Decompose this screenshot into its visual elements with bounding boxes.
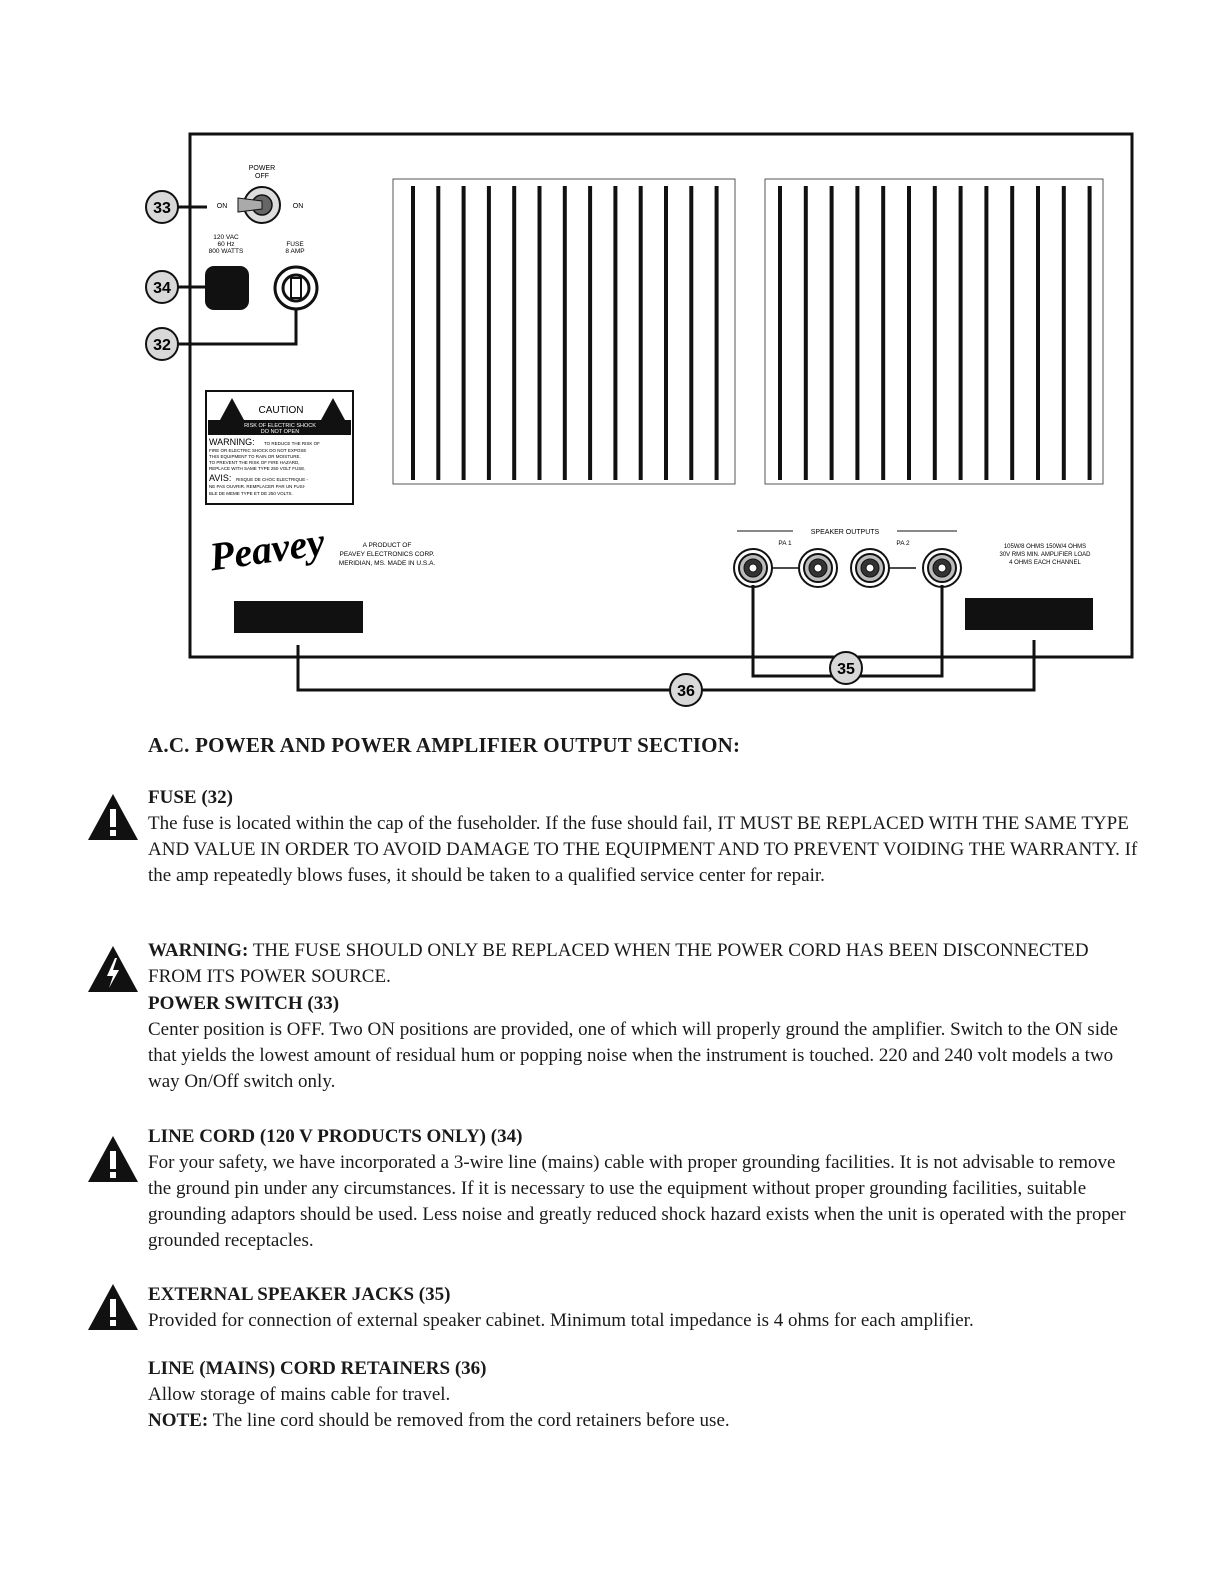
fuse-heading: FUSE (32) — [148, 787, 233, 808]
vent-slot — [959, 186, 963, 480]
vent-slot — [715, 186, 719, 480]
product-line-3: MERIDIAN, MS. MADE IN U.S.A. — [338, 560, 436, 567]
power-switch-heading: POWER SWITCH (33) — [148, 993, 340, 1014]
vent-slot — [907, 186, 911, 480]
external-jacks-body: Provided for connection of external speaker cabinet. Minimum total impedance is 4 ohms for each amplifier. — [148, 1310, 974, 1331]
svg-text:RISK OF ELECTRIC SHOCK: RISK OF ELECTRIC SHOCK — [244, 423, 316, 429]
vent-slot — [1036, 186, 1040, 480]
svg-text:TO PREVENT THE RISK OF FIRE HA: TO PREVENT THE RISK OF FIRE HAZARD, — [209, 460, 300, 465]
vent-slot — [1010, 186, 1014, 480]
vent-slot — [881, 186, 885, 480]
cord-retainers-section — [148, 1356, 1138, 1434]
product-line-2: PEAVEY ELECTRONICS CORP. — [339, 551, 435, 558]
speaker-jack — [734, 549, 772, 587]
speaker-jack — [799, 549, 837, 587]
fuse-warning: WARNING: THE FUSE SHOULD ONLY BE REPLACED WHEN THE POWER CORD HAS BEEN DISCONNECTED FROM ITS POWER SOURCE. — [148, 940, 1089, 987]
cord-retainers-note: NOTE: The line cord should be removed from the cord retainers before use. — [148, 1410, 730, 1431]
svg-text:34: 34 — [153, 280, 171, 297]
vent-slot — [411, 186, 415, 480]
speaker-outputs-label: SPEAKER OUTPUTS — [810, 529, 880, 536]
power-switch-body: Center position is OFF. Two ON positions are provided, one of which will properly ground the amplifier. Switch to the ON side that yields the lowest amount of residual hum or popping noise when the instrument is touched. 220 and 240 volt models a two way On/Off switch only. — [148, 1019, 1118, 1092]
svg-text:FIRE OR ELECTRIC SHOCK DO NOT: FIRE OR ELECTRIC SHOCK DO NOT EXPOSE — [209, 448, 307, 453]
svg-text:REPLACE WITH SAME TYPE 250 VOL: REPLACE WITH SAME TYPE 250 VOLT FUSE. — [209, 466, 306, 471]
speaker-jack — [851, 549, 889, 587]
vent-slot — [462, 186, 466, 480]
svg-text:35: 35 — [837, 661, 855, 678]
on-left-label: ON — [216, 203, 228, 210]
svg-text:36: 36 — [677, 683, 695, 700]
pa2-label: PA 2 — [896, 540, 910, 547]
line-cord-heading: LINE CORD (120 V PRODUCTS ONLY) (34) — [148, 1126, 523, 1147]
rear-panel-diagram — [0, 0, 1224, 720]
cord-retainer-right — [965, 598, 1093, 630]
caution-triangle-icon — [86, 1282, 140, 1332]
svg-text:33: 33 — [153, 200, 171, 217]
caution-triangle-icon — [86, 1134, 140, 1184]
vent-slot — [778, 186, 782, 480]
line-cord-body: For your safety, we have incorporated a 3-wire line (mains) cable with proper grounding facilities. It is not advisable to remove the ground pin under any circumstances. If it is necessary to use the equipment without proper grounding facilities, suitable grounding adaptors should be used. Less noise and greatly reduced shock hazard exists when the unit is operated with the proper grounded receptacles. — [148, 1152, 1126, 1251]
vent-slot — [512, 186, 516, 480]
svg-text:NE PAS OUVRIR. REMPLACER PAR U: NE PAS OUVRIR. REMPLACER PAR UN FUSI- — [209, 484, 306, 489]
cord-retainer-left — [234, 601, 363, 633]
pa1-label: PA 1 — [778, 540, 792, 547]
cord-retainers-heading: LINE (MAINS) CORD RETAINERS (36) — [148, 1358, 487, 1379]
svg-text:TO REDUCE THE RISK OF: TO REDUCE THE RISK OF — [264, 441, 320, 446]
caution-label — [206, 391, 353, 504]
external-jacks-section — [148, 1282, 1138, 1334]
fuse-label-2: 8 AMP — [285, 248, 305, 255]
svg-text:CAUTION: CAUTION — [258, 405, 304, 416]
product-line-1: A PRODUCT OF — [362, 542, 412, 549]
vent-slot — [538, 186, 542, 480]
svg-text:AVIS:: AVIS: — [209, 473, 232, 483]
svg-text:WARNING:: WARNING: — [209, 437, 255, 447]
svg-text:THIS EQUIPMENT TO RAIN OR MOIS: THIS EQUIPMENT TO RAIN OR MOISTURE. — [209, 454, 301, 459]
vent-slot — [639, 186, 643, 480]
vent-slot — [855, 186, 859, 480]
svg-text:BLE DE MEME TYPE ET DE 250 VOL: BLE DE MEME TYPE ET DE 250 VOLTS. — [209, 491, 293, 496]
on-right-label: ON — [292, 203, 304, 210]
rating-line2: 60 Hz — [217, 241, 235, 248]
electric-shock-icon — [86, 944, 140, 994]
fuse-label-1: FUSE — [286, 241, 304, 248]
power-switch-section — [148, 991, 1138, 1095]
vent-slot — [487, 186, 491, 480]
vent-slot — [1062, 186, 1066, 480]
vent-slot — [664, 186, 668, 480]
vent-slot — [830, 186, 834, 480]
impedance-line-2: 30V RMS MIN. AMPLIFIER LOAD — [999, 552, 1091, 558]
off-label: OFF — [255, 173, 269, 180]
svg-text:DO NOT OPEN: DO NOT OPEN — [260, 429, 300, 435]
svg-text:RISQUE DE CHOC ELECTRIQUE -: RISQUE DE CHOC ELECTRIQUE - — [236, 477, 309, 482]
line-cord-section — [148, 1124, 1138, 1254]
vent-slot — [804, 186, 808, 480]
vent-slot — [436, 186, 440, 480]
power-label: POWER — [248, 165, 276, 172]
impedance-line-1: 105W/8 OHMS 150W/4 OHMS — [1003, 544, 1087, 550]
line-cord-entry — [205, 266, 249, 310]
peavey-logo: Peavey — [206, 518, 328, 580]
cord-retainers-body: Allow storage of mains cable for travel. — [148, 1384, 451, 1405]
vent-slot — [588, 186, 592, 480]
rating-line3: 800 WATTS — [208, 248, 244, 255]
vent-slot — [933, 186, 937, 480]
caution-triangle-icon — [86, 792, 140, 842]
section-title: A.C. POWER AND POWER AMPLIFIER OUTPUT SECTION: — [148, 733, 741, 757]
fuse-section — [148, 785, 1138, 889]
rating-line1: 120 VAC — [213, 234, 239, 241]
vent-slot — [984, 186, 988, 480]
vent-slot — [689, 186, 693, 480]
fuse-body: The fuse is located within the cap of the fuseholder. If the fuse should fail, IT MUST BE REPLACED WITH THE SAME TYPE AND VALUE IN ORDER TO AVOID DAMAGE TO THE EQUIPMENT AND TO PREVENT VOIDING THE WARRANTY. If the amp repeatedly blows fuses, it should be taken to a qualified service center for repair. — [148, 813, 1138, 886]
impedance-line-3: 4 OHMS EACH CHANNEL — [1009, 560, 1081, 566]
external-jacks-heading: EXTERNAL SPEAKER JACKS (35) — [148, 1284, 451, 1305]
vent-slot — [613, 186, 617, 480]
fuse-holder — [275, 267, 317, 309]
svg-text:32: 32 — [153, 337, 171, 354]
vent-slot — [1088, 186, 1092, 480]
speaker-jack — [923, 549, 961, 587]
vent-slot — [563, 186, 567, 480]
